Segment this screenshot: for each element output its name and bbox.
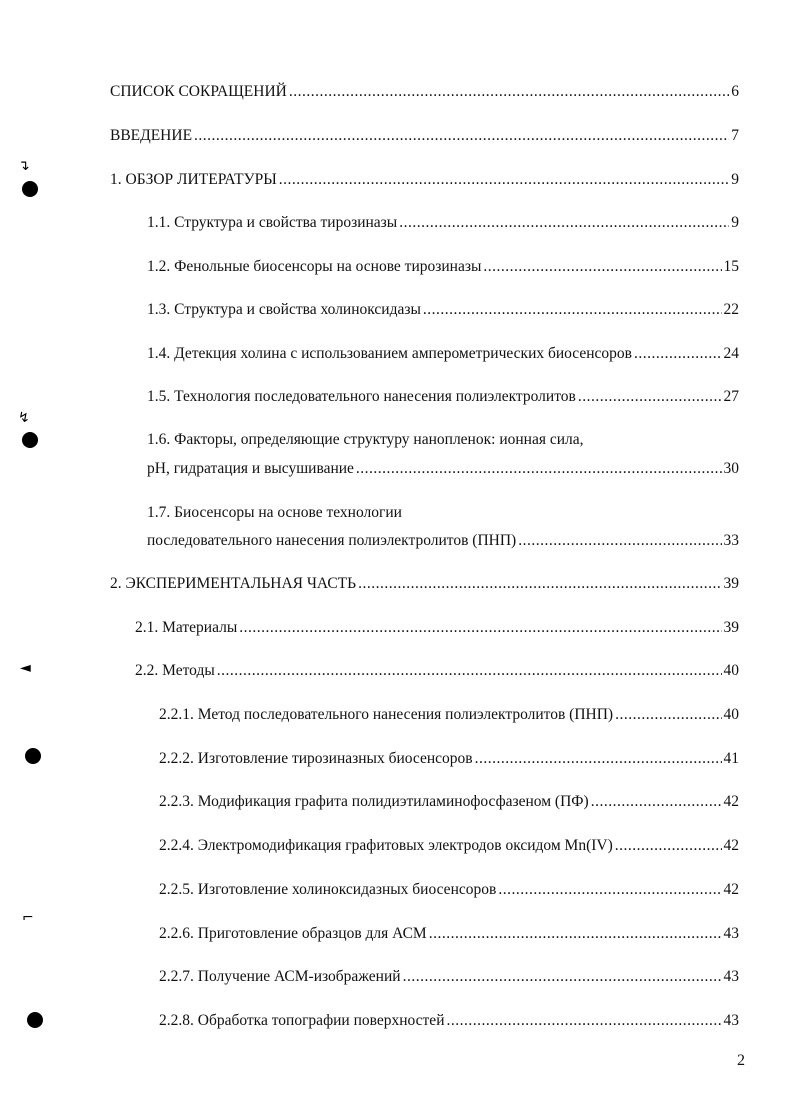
toc-entry-title: 2.2.2. Изготовление тирозиназных биосенсоров — [159, 750, 473, 767]
toc-entry-title: 1. ОБЗОР ЛИТЕРАТУРЫ — [110, 171, 277, 188]
toc-leader — [578, 387, 722, 407]
toc-entry-title: последовательного нанесения полиэлектролитов (ПНП) — [147, 532, 517, 549]
toc-entry[interactable] — [159, 705, 739, 725]
toc-entry-page: 15 — [723, 258, 739, 275]
margin-mark-icon: ◄ — [20, 660, 31, 676]
toc-entry[interactable] — [147, 459, 739, 479]
toc-leader — [475, 749, 722, 769]
toc-entry-title-line1: 1.7. Биосенсоры на основе технологии — [147, 504, 402, 521]
toc-entry[interactable] — [159, 836, 739, 856]
toc-entry-title: СПИСОК СОКРАЩЕНИЙ — [110, 83, 287, 100]
toc-entry[interactable] — [159, 1011, 739, 1031]
toc-entry-page: 41 — [723, 750, 739, 767]
toc-entry[interactable] — [159, 967, 739, 987]
toc-entry-title-line1: 1.6. Факторы, определяющие структуру нанопленок: ионная сила, — [147, 431, 584, 448]
toc-entry-title: 2.2.3. Модификация графита полидиэтиламинофосфазеном (ПФ) — [159, 793, 589, 810]
toc-entry[interactable] — [159, 880, 739, 900]
toc-entry[interactable] — [147, 344, 739, 364]
margin-mark-icon: ⌐ — [22, 910, 34, 926]
toc-leader — [217, 661, 722, 681]
toc-leader — [403, 967, 722, 987]
toc-entry[interactable] — [159, 924, 739, 944]
toc-leader — [518, 531, 721, 551]
toc-entry-title: 2.2.8. Обработка топографии поверхностей — [159, 1012, 445, 1029]
toc-entry[interactable] — [135, 661, 739, 681]
margin-mark-icon: ↯ — [18, 410, 30, 426]
toc-entry-title: 1.4. Детекция холина с использованием амперометрических биосенсоров — [147, 345, 632, 362]
toc-entry-page: 40 — [723, 706, 739, 723]
toc-leader — [483, 257, 721, 277]
toc-entry-page: 42 — [723, 881, 739, 898]
toc-entry-page: 9 — [731, 171, 739, 188]
toc-entry-title: 2.2.1. Метод последовательного нанесения полиэлектролитов (ПНП) — [159, 706, 614, 723]
toc-leader — [591, 792, 722, 812]
toc-entry[interactable] — [147, 387, 739, 407]
toc-leader — [194, 126, 729, 146]
toc-entry[interactable] — [159, 792, 739, 812]
toc-leader — [447, 1011, 722, 1031]
toc-entry[interactable] — [147, 300, 739, 320]
toc-entry-title: 1.3. Структура и свойства холиноксидазы — [147, 301, 421, 318]
toc-entry[interactable] — [110, 82, 739, 102]
toc-entry[interactable] — [110, 170, 739, 190]
margin-dot — [27, 1012, 43, 1028]
toc-leader — [279, 170, 730, 190]
toc-entry-title: 2.2.6. Приготовление образцов для АСМ — [159, 925, 427, 942]
toc-leader — [423, 300, 722, 320]
toc-leader — [289, 82, 729, 102]
toc-entry-title: рН, гидратация и высушивание — [147, 460, 354, 477]
toc-entry-title: 1.5. Технология последовательного нанесения полиэлектролитов — [147, 388, 576, 405]
toc-leader — [358, 574, 721, 594]
toc-entry[interactable] — [147, 531, 739, 551]
toc-leader — [429, 924, 722, 944]
toc-leader — [399, 213, 729, 233]
toc-entry[interactable] — [147, 257, 739, 277]
toc-entry-page: 39 — [723, 619, 739, 636]
toc-entry-page: 43 — [723, 925, 739, 942]
toc-entry-page: 40 — [723, 662, 739, 679]
toc-leader — [615, 836, 722, 856]
toc-entry-title: 2.2.5. Изготовление холиноксидазных биосенсоров — [159, 881, 497, 898]
margin-dot — [22, 432, 38, 448]
toc-leader — [356, 459, 722, 479]
toc-entry[interactable] — [110, 574, 739, 594]
toc-entry-page: 27 — [723, 388, 739, 405]
toc-entry-page: 30 — [723, 460, 739, 477]
toc-leader — [498, 880, 721, 900]
toc-entry-page: 33 — [723, 532, 739, 549]
toc-entry-page: 6 — [731, 83, 739, 100]
toc-entry-page: 9 — [731, 214, 739, 231]
toc-entry-page: 43 — [723, 1012, 739, 1029]
toc-entry-page: 43 — [723, 968, 739, 985]
toc-entry-title: 1.1. Структура и свойства тирозиназы — [147, 214, 398, 231]
toc-leader — [615, 705, 721, 725]
margin-dot — [22, 181, 38, 197]
toc-entry-title: 2.2.4. Электромодификация графитовых электродов оксидом Mn(IV) — [159, 837, 613, 854]
toc-entry-title: ВВЕДЕНИЕ — [110, 127, 193, 144]
toc-entry-page: 42 — [723, 837, 739, 854]
toc-entry[interactable] — [110, 126, 739, 146]
toc-entry-page: 22 — [723, 301, 739, 318]
toc-entry-title: 2.2.7. Получение АСМ-изображений — [159, 968, 401, 985]
toc-entry-title: 1.2. Фенольные биосенсоры на основе тирозиназы — [147, 258, 482, 275]
toc-leader — [634, 344, 722, 364]
margin-mark-icon: ↴ — [18, 158, 30, 174]
toc-entry-title: 2.2. Методы — [135, 662, 215, 679]
toc-leader — [239, 618, 721, 638]
toc-entry[interactable] — [159, 749, 739, 769]
toc-entry-title: 2. ЭКСПЕРИМЕНТАЛЬНАЯ ЧАСТЬ — [110, 575, 357, 592]
toc-entry[interactable] — [135, 618, 739, 638]
toc-entry-title: 2.1. Материалы — [135, 619, 238, 636]
toc-entry-page: 42 — [723, 793, 739, 810]
margin-dot — [25, 748, 41, 764]
toc-entry[interactable] — [147, 213, 739, 233]
toc-entry-page: 39 — [723, 575, 739, 592]
toc-entry-page: 24 — [723, 345, 739, 362]
toc-entry-page: 7 — [731, 127, 739, 144]
page-number: 2 — [737, 1052, 745, 1069]
